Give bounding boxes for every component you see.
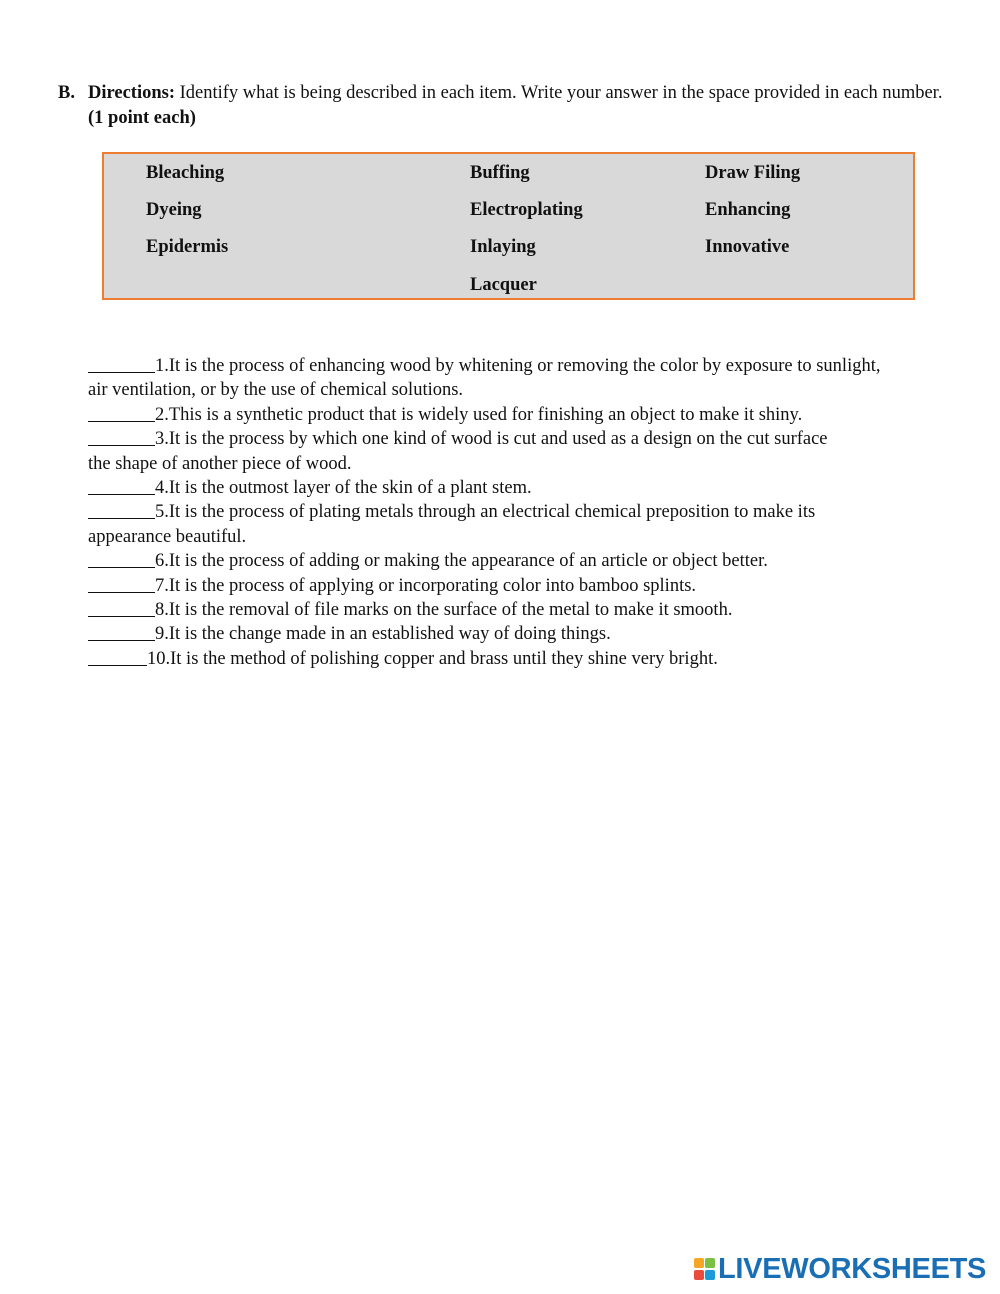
word-bank-item: Lacquer — [470, 275, 537, 295]
question-text: It is the outmost layer of the skin of a plant stem. — [168, 478, 532, 499]
question-item — [88, 427, 948, 476]
word-bank-item: Inlaying — [470, 237, 536, 257]
question-item — [88, 500, 948, 549]
question-number: 6. — [155, 551, 169, 572]
directions — [58, 81, 948, 130]
answer-blank[interactable] — [88, 574, 155, 593]
question-text: It is the change made in an established way of doing things. — [168, 624, 611, 645]
question-text: It is the process of enhancing wood by whitening or removing the color by exposure to sunlight, — [168, 356, 881, 376]
question-text-continued: appearance beautiful. — [88, 526, 247, 547]
word-bank-item: Bleaching — [146, 163, 225, 183]
word-bank-item: Buffing — [470, 163, 530, 183]
question-text: It is the process of plating metals through an electrical chemical preposition to make its — [168, 502, 816, 523]
word-bank — [102, 152, 915, 300]
section-letter: B. — [58, 83, 75, 103]
question-item — [88, 354, 948, 403]
question-list — [88, 354, 948, 671]
question-text: It is the method of polishing copper and brass until they shine very bright. — [170, 648, 718, 669]
answer-blank[interactable] — [88, 549, 155, 568]
word-bank-item: Draw Filing — [705, 163, 801, 183]
question-item — [88, 574, 948, 598]
question-item — [88, 622, 948, 646]
question-number: 2. — [155, 404, 169, 425]
question-item — [88, 549, 948, 573]
answer-blank[interactable] — [88, 427, 155, 446]
question-item — [88, 476, 948, 500]
question-item — [88, 647, 948, 671]
word-bank-item: Innovative — [705, 237, 790, 257]
word-bank-item: Electroplating — [470, 200, 583, 220]
question-text: It is the process of applying or incorporating color into bamboo splints. — [168, 575, 697, 596]
word-bank-item: Enhancing — [705, 200, 791, 220]
directions-label: Directions: — [88, 83, 175, 103]
question-number: 10. — [147, 648, 171, 669]
word-bank-item: Dyeing — [146, 200, 202, 220]
question-number: 1. — [155, 356, 169, 376]
word-bank-item: Epidermis — [146, 237, 229, 257]
logo-text: LIVEWORKSHEETS — [718, 1252, 987, 1285]
answer-blank[interactable] — [88, 598, 155, 617]
answer-blank[interactable] — [88, 476, 155, 495]
points-note: (1 point each) — [88, 107, 196, 128]
answer-blank[interactable] — [88, 622, 155, 641]
question-text: This is a synthetic product that is widely used for finishing an object to make it shiny. — [168, 404, 803, 425]
question-number: 3. — [155, 429, 169, 450]
liveworksheets-logo[interactable] — [694, 1254, 986, 1284]
question-number: 4. — [155, 478, 169, 499]
answer-blank[interactable] — [88, 647, 147, 666]
answer-blank[interactable] — [88, 354, 155, 373]
question-number: 5. — [155, 502, 169, 523]
question-number: 9. — [155, 624, 169, 645]
directions-text: Identify what is being described in each item. Write your answer in the space provided in each number. — [175, 83, 943, 103]
question-number: 7. — [155, 575, 169, 596]
answer-blank[interactable] — [88, 500, 155, 519]
question-text-continued: the shape of another piece of wood. — [88, 453, 352, 474]
question-number: 8. — [155, 600, 169, 621]
question-item — [88, 598, 948, 622]
question-text: It is the process by which one kind of wood is cut and used as a design on the cut surface — [168, 429, 828, 450]
question-text-continued: air ventilation, or by the use of chemical solutions. — [88, 380, 464, 401]
answer-blank[interactable] — [88, 403, 155, 422]
logo-mark-icon — [694, 1257, 716, 1281]
question-item — [88, 403, 948, 427]
question-text: It is the process of adding or making the appearance of an article or object better. — [168, 551, 768, 572]
question-text: It is the removal of file marks on the surface of the metal to make it smooth. — [168, 600, 733, 621]
